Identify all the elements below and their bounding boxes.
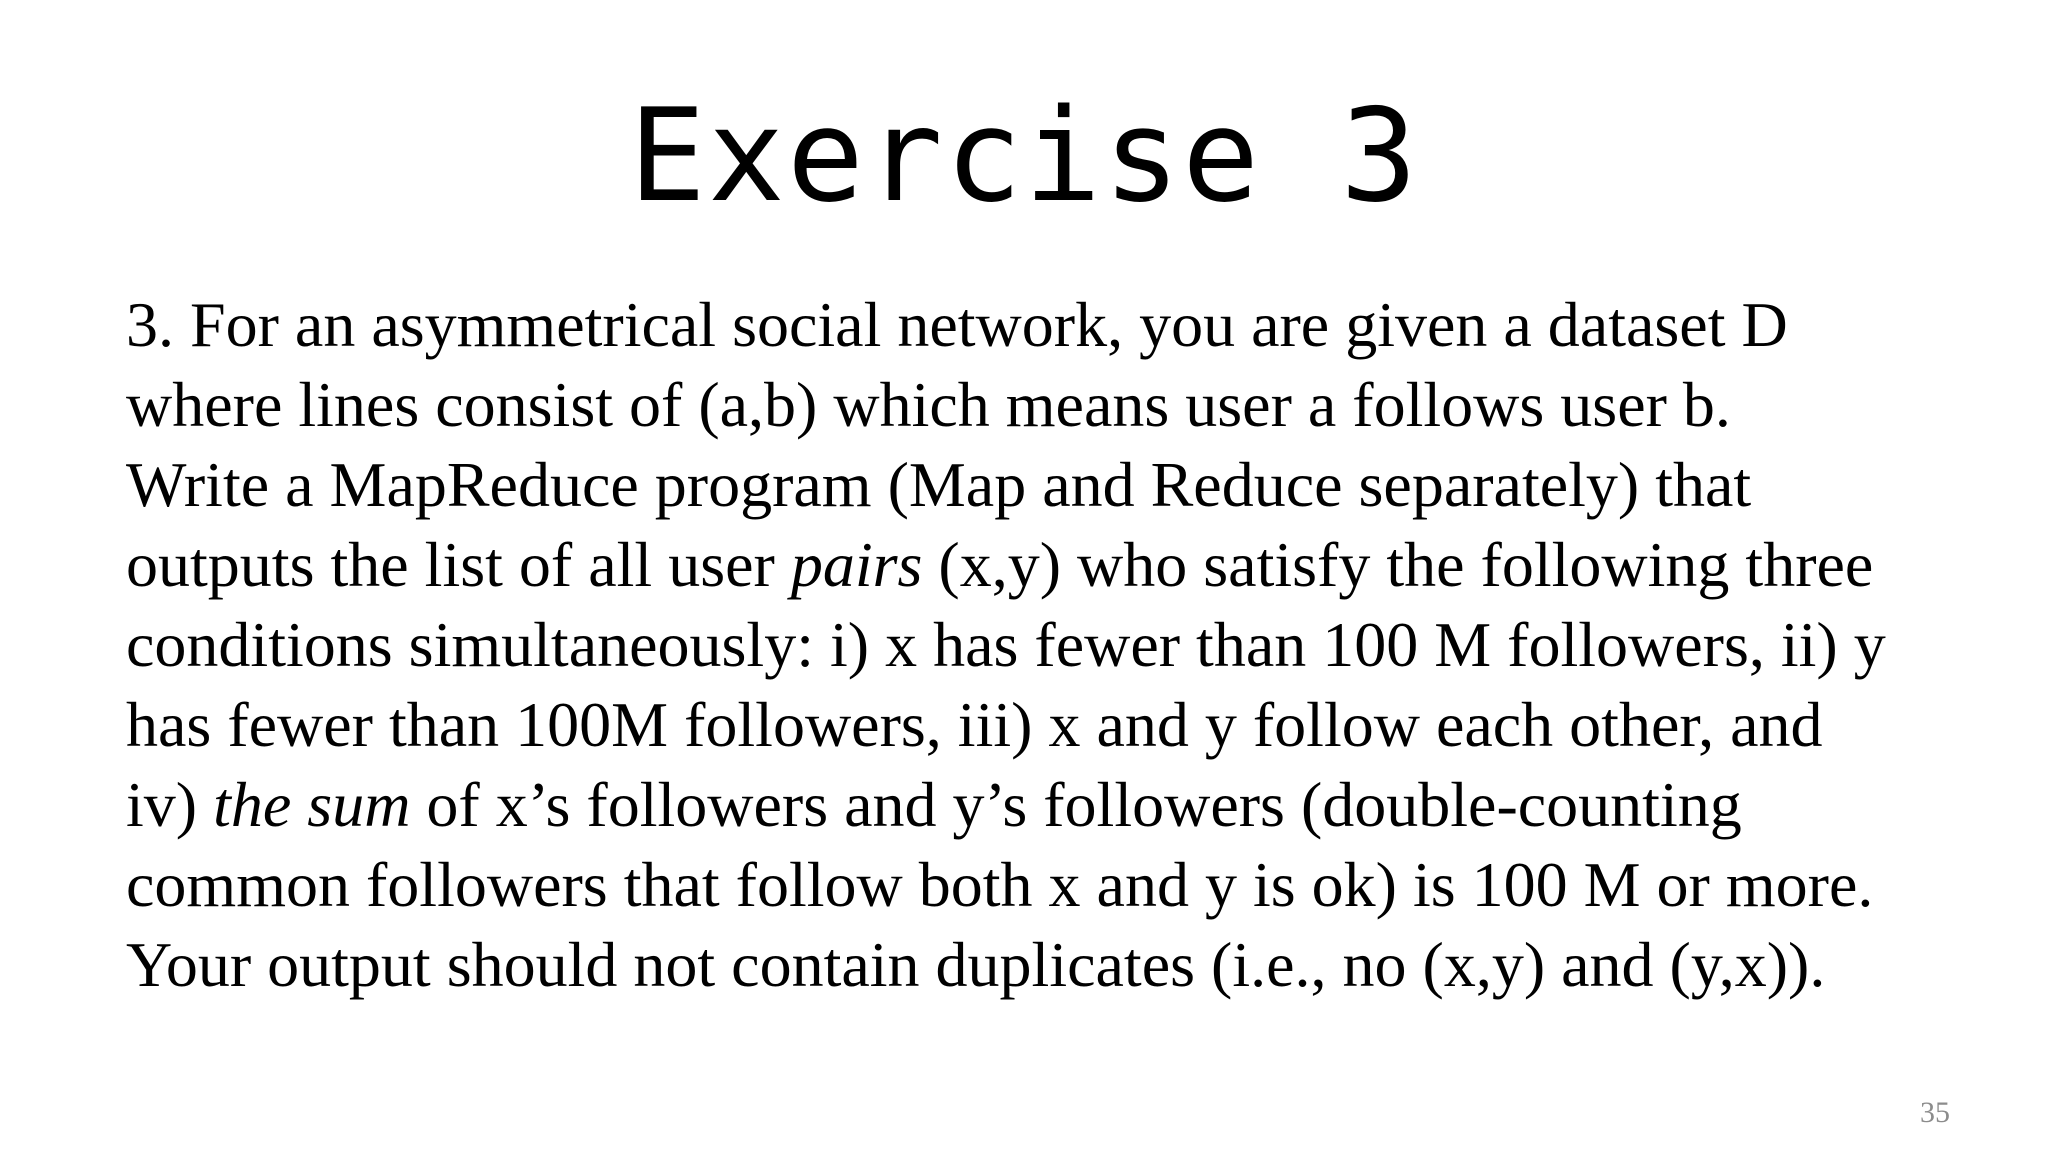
text-run: outputs the list of all user <box>126 529 791 600</box>
exercise-text-line <box>126 685 1986 765</box>
exercise-text-line <box>126 925 1986 1005</box>
text-run: where lines consist of (a,b) which means user a follows user b. <box>126 369 1731 440</box>
exercise-text <box>126 285 1986 1005</box>
text-run: Your output should not contain duplicates (i.e., no (x,y) and (y,x)). <box>126 929 1826 1000</box>
slide-number: 35 <box>1920 1096 1950 1129</box>
text-run: common followers that follow both x and y is ok) is 100 M or more. <box>126 849 1874 920</box>
text-run: conditions simultaneously: i) x has fewer than 100 M followers, ii) y <box>126 609 1886 680</box>
emphasized-text: the sum <box>213 769 411 840</box>
text-run: 3. For an asymmetrical social network, you are given a dataset D <box>126 289 1788 360</box>
exercise-text-line <box>126 605 1986 685</box>
text-run: of x’s followers and y’s followers (double-counting <box>410 769 1742 840</box>
exercise-text-line <box>126 285 1986 365</box>
exercise-text-line <box>126 845 1986 925</box>
emphasized-text: pairs <box>790 529 923 600</box>
text-run: has fewer than 100M followers, iii) x and y follow each other, and <box>126 689 1823 760</box>
text-run: Write a MapReduce program (Map and Reduce separately) that <box>126 449 1752 520</box>
exercise-text-line <box>126 525 1986 605</box>
exercise-text-line <box>126 765 1986 845</box>
exercise-text-line <box>126 445 1986 525</box>
text-run: iv) <box>126 769 214 840</box>
text-run: (x,y) who satisfy the following three <box>922 529 1874 600</box>
slide-title: Exercise 3 <box>628 82 1420 231</box>
exercise-text-line <box>126 365 1986 445</box>
